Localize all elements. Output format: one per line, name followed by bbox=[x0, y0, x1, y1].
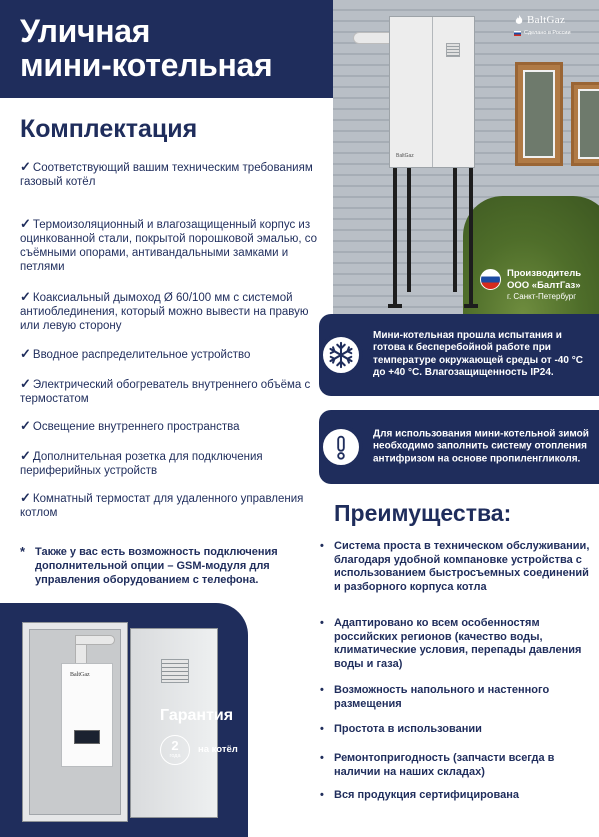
kit-item: ✓ Дополнительная розетка для подключения периферийных устройств bbox=[20, 448, 263, 477]
cabinet-leg bbox=[407, 168, 411, 292]
section-title-kit: Комплектация bbox=[20, 115, 198, 143]
advantage-item: • Возможность напольного и настенного размещения bbox=[320, 684, 550, 710]
check-icon: ✓ bbox=[20, 418, 31, 433]
flame-icon bbox=[514, 15, 524, 25]
advantage-item: • Адаптировано ко всем особенностям российских регионов (качество воды, климатические условия, перепады давления воды и газа) bbox=[320, 617, 582, 670]
open-cabinet-image bbox=[22, 622, 128, 822]
check-icon: ✓ bbox=[20, 216, 31, 231]
advantage-item: • Ремонтопригодность (запчасти всегда в наличии на наших складах) bbox=[320, 752, 555, 778]
check-icon: ✓ bbox=[20, 159, 31, 174]
advantage-item: • Система проста в техническом обслуживании, благодаря удобной компановке устройства с использованием быстросъемных соединений и разборного корпуса котла bbox=[320, 540, 590, 593]
title-line-2: мини-котельная bbox=[20, 47, 273, 83]
bullet-icon: • bbox=[320, 752, 324, 764]
check-icon: ✓ bbox=[20, 376, 31, 391]
logo-tagline: Сделано в России bbox=[524, 30, 571, 36]
producer-info bbox=[480, 268, 599, 301]
gsm-note bbox=[20, 545, 310, 587]
bullet-icon: • bbox=[320, 540, 324, 552]
boiler-display bbox=[74, 730, 100, 744]
bullet-icon: • bbox=[320, 617, 324, 629]
warranty-caption: на котёл bbox=[198, 744, 238, 755]
section-title-advantages: Преимущества: bbox=[334, 500, 512, 526]
boiler-brand: BaltGaz bbox=[70, 672, 90, 678]
producer-city: г. Санкт-Петербург bbox=[507, 292, 577, 301]
house-window bbox=[571, 82, 599, 166]
bullet-icon: • bbox=[320, 723, 324, 735]
check-icon: ✓ bbox=[20, 289, 31, 304]
asterisk-icon: * bbox=[20, 544, 26, 559]
cabinet-leg bbox=[453, 168, 457, 292]
snowflake-icon bbox=[319, 333, 363, 377]
cabinet-leg bbox=[393, 168, 397, 308]
bullet-icon: • bbox=[320, 684, 324, 696]
producer-company: ООО «БалтГаз» bbox=[507, 280, 581, 291]
kit-item: ✓ Комнатный термостат для удаленного управления котлом bbox=[20, 490, 304, 519]
warranty-years: 2 bbox=[171, 738, 179, 753]
info-box-antifreeze bbox=[319, 410, 599, 484]
cabinet-brand: BaltGaz bbox=[396, 153, 414, 159]
advantage-item: • Простота в использовании bbox=[320, 723, 482, 735]
warranty-years-unit: года bbox=[169, 753, 181, 759]
kit-item: ✓ Освещение внутреннего пространства bbox=[20, 418, 240, 433]
vent-grille bbox=[446, 43, 460, 57]
house-window bbox=[515, 62, 563, 166]
title-line-1: Уличная bbox=[20, 13, 151, 49]
warranty-title: Гарантия bbox=[160, 707, 234, 724]
producer-label: Производитель bbox=[507, 268, 582, 279]
logo-name: BaltGaz bbox=[527, 14, 566, 26]
outdoor-cabinet bbox=[389, 16, 475, 168]
title-banner bbox=[0, 0, 333, 98]
kit-item: ✓ Коаксиальный дымоход Ø 60/100 мм с системой антиоблединения, который можно вывести на правую или левую сторону bbox=[20, 289, 309, 332]
advantage-item: • Вся продукция сертифицирована bbox=[320, 789, 520, 801]
gsm-note-text: Также у вас есть возможность подключения дополнительной опции – GSM-модуля для управления оборудованием с телефона. bbox=[35, 546, 278, 586]
check-icon: ✓ bbox=[20, 346, 31, 361]
warranty-years-badge bbox=[160, 735, 190, 765]
brand-logo bbox=[514, 14, 594, 36]
check-icon: ✓ bbox=[20, 448, 31, 463]
temperature-text: Мини-котельная прошла испытания и готова к бесперебойной работе при температуре окружающей среды от -40 °С до +40 °С. Влагозащищенность IP24. bbox=[373, 330, 583, 379]
exclamation-icon bbox=[319, 425, 363, 469]
info-box-temperature bbox=[319, 314, 599, 396]
russia-flag-icon bbox=[514, 31, 521, 36]
antifreeze-text: Для использования мини-котельной зимой необходимо заполнить систему отопления антифризом на основе пропиленгликоля. bbox=[373, 428, 589, 465]
check-icon: ✓ bbox=[20, 490, 31, 505]
bullet-icon: • bbox=[320, 789, 324, 801]
kit-item: ✓ Термоизоляционный и влагозащищенный корпус из оцинкованной стали, покрытой порошковой эмалью, со съёмными опорами, антивандальными замками и петлями bbox=[20, 216, 318, 273]
kit-item: ✓ Вводное распределительное устройство bbox=[20, 346, 251, 361]
cabinet-leg bbox=[469, 168, 473, 308]
kit-item: ✓ Электрический обогреватель внутреннего объёма с термостатом bbox=[20, 376, 311, 405]
boiler-unit bbox=[61, 663, 113, 767]
russia-flag-icon bbox=[480, 269, 501, 290]
vent-grille bbox=[161, 659, 189, 683]
kit-item: ✓ Соответствующий вашим техническим требованиям газовый котёл bbox=[20, 159, 313, 188]
